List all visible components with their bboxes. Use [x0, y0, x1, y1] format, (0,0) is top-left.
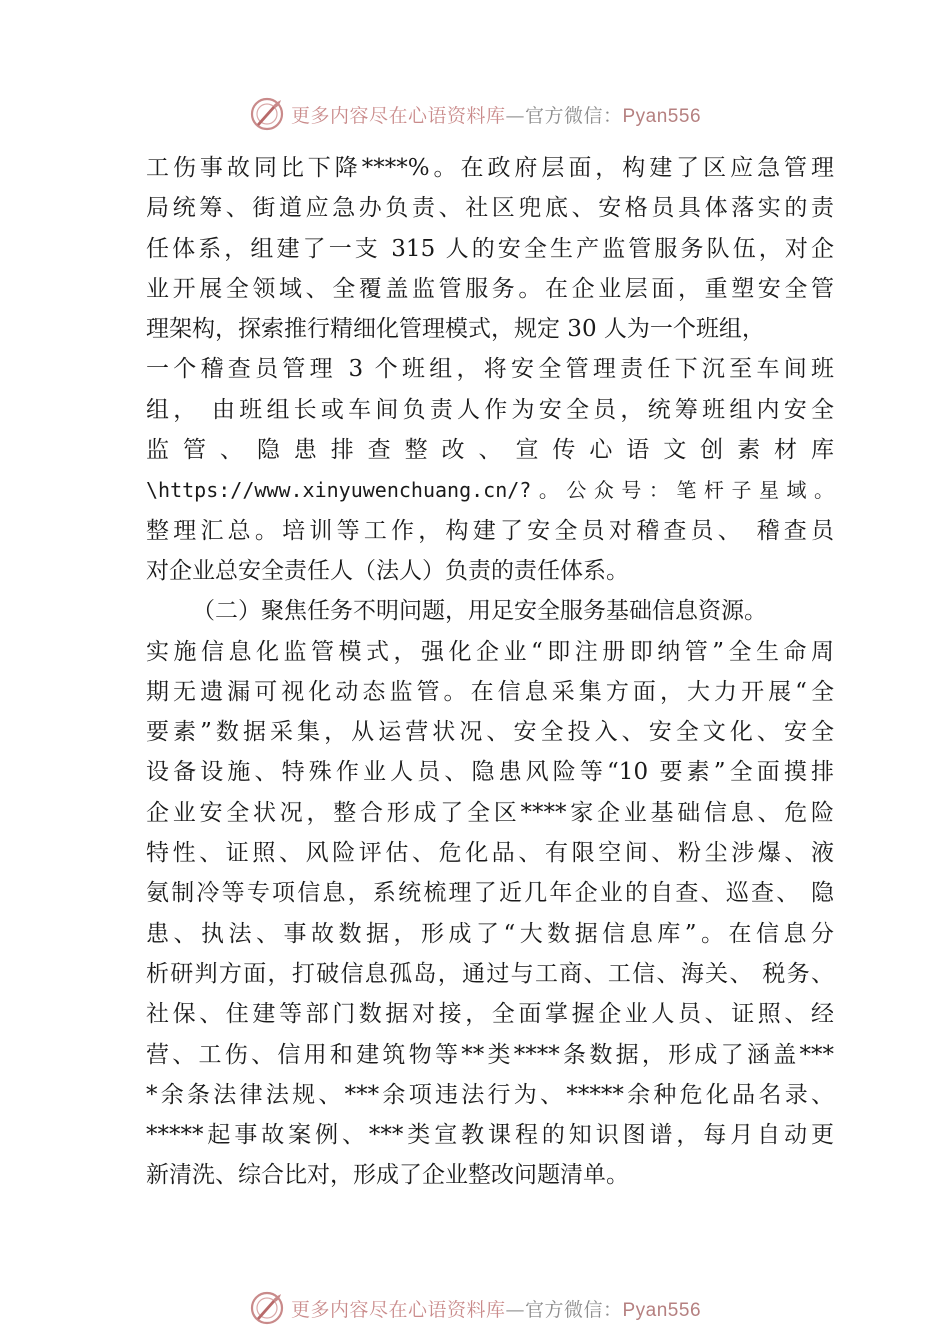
- text-line: 患、执法、事故数据，形成了“大数据信息库”。在信息分: [146, 920, 834, 947]
- quill-logo-icon: [249, 1290, 285, 1326]
- text-line: 特性、证照、风险评估、危化品、有限空间、粉尘涉爆、液: [146, 840, 834, 867]
- watermark-separator: —: [505, 1298, 525, 1321]
- watermark-label: 官方微信：: [524, 104, 623, 127]
- text-line: 一个稽查员管理 3 个班组，将安全管理责任下沉至车间班: [146, 356, 834, 383]
- text-line: 要素”数据采集，从运营状况、安全投入、安全文化、安全: [146, 719, 834, 746]
- text-line: 企业安全状况，整合形成了全区****家企业基础信息、危险: [146, 799, 834, 826]
- text-line: 工伤事故同比下降****%。在政府层面，构建了区应急管理: [146, 155, 834, 181]
- text-line: 理架构，探索推行精细化管理模式，规定 30 人为一个班组，: [146, 316, 765, 343]
- text-line: 对企业总安全责任人（法人）负责的责任体系。: [146, 557, 629, 584]
- document-body: [146, 148, 836, 1196]
- text-line: 营、工伤、信用和建筑物等**类****条数据，形成了涵盖***: [146, 1041, 834, 1068]
- paragraph-2: [146, 591, 836, 1195]
- text-line: 氨制冷等专项信息，系统梳理了近几年企业的自查、巡查、 隐: [146, 880, 834, 907]
- text-line: 实施信息化监管模式，强化企业“即注册即纳管”全生命周: [146, 638, 834, 665]
- watermark-account: Pyan556: [622, 105, 702, 127]
- header-watermark: [0, 94, 950, 134]
- text-line: 整理汇总。培训等工作，构建了安全员对稽查员、 稽查员: [146, 517, 834, 544]
- text-line: 析研判方面，打破信息孤岛，通过与工商、工信、海关、 税务、: [146, 960, 834, 987]
- footer-watermark: [0, 1288, 950, 1328]
- watermark-separator: —: [505, 104, 525, 127]
- paragraph-1: [146, 148, 836, 591]
- watermark-account: Pyan556: [622, 1299, 702, 1321]
- text-line: 组， 由班组长或车间负责人作为安全员，统筹班组内安全: [146, 396, 834, 423]
- text-line: 社保、住建等部门数据对接，全面掌握企业人员、证照、经: [146, 1001, 834, 1028]
- text-line: 新清洗、综合比对，形成了企业整改问题清单。: [146, 1162, 629, 1189]
- text-line: 业开展全领域、全覆盖监管服务。在企业层面，重塑安全管: [146, 275, 834, 302]
- text-line: 任体系，组建了一支 315 人的安全生产监管服务队伍，对企: [146, 235, 834, 262]
- watermark-brand: 更多内容尽在心语资料库: [290, 1298, 506, 1321]
- text-line: 局统筹、街道应急办负责、社区兜底、安格员具体落实的责: [146, 195, 834, 222]
- watermark-text: [291, 1295, 701, 1322]
- watermark-brand: 更多内容尽在心语资料库: [290, 104, 506, 127]
- text-line: 期无遗漏可视化动态监管。在信息采集方面，大力开展“全: [146, 678, 834, 705]
- text-line: *余条法律法规、***余项违法行为、*****余种危化品名录、: [146, 1081, 834, 1108]
- watermark-label: 官方微信：: [524, 1298, 623, 1321]
- quill-logo-icon: [249, 96, 285, 132]
- section-heading-line: （二）聚焦任务不明问题，用足安全服务基础信息资源。: [192, 598, 767, 625]
- text-line-url: \https://www.xinyuwenchuang.cn/?。公众号：笔杆子星域。: [146, 478, 834, 503]
- watermark-text: [291, 101, 701, 128]
- text-line: 监 管 、 隐 患 排 查 整 改 、 宣 传 心 语 文 创 素 材 库: [146, 437, 834, 464]
- text-line: *****起事故案例、***类宣教课程的知识图谱，每月自动更: [146, 1122, 834, 1149]
- text-line: 设备设施、特殊作业人员、隐患风险等“10 要素”全面摸排: [146, 759, 834, 786]
